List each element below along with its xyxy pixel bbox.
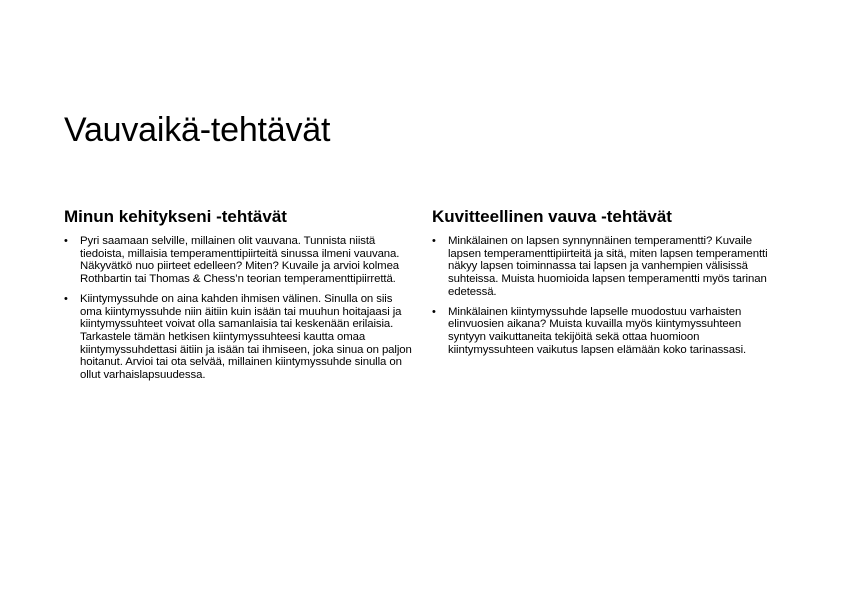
bullet-text: Kiintymyssuhde on aina kahden ihmisen välinen. Sinulla on siis oma kiintymyssuhde niin äitiin kuin isään tai muuhun hoitajaasi ja kiintymyssuhteet voivat olla samanlaisia tai keskenään erilaisia. Tarkastele tämän hetkisen kiintymyssuhteesi kautta omaa kiintymyssuhdettasi äitiin ja isään tai ihmiseen, joka sinua on paljon hoitanut. Arvioi tai ota selvää, millainen kiintymyssuhde sinulla on ollut varhaislapsuudessa.: [80, 292, 412, 382]
bullet-text: Pyri saamaan selville, millainen olit vauvana. Tunnista niistä tiedoista, millaisia temperamenttipiirteitä sinussa ilmeni vauvana. Näkyvätkö nuo piirteet edelleen? Miten? Kuvaile ja arvioi kolmea Rothbartin tai Thomas & Chess’n teorian temperamenttipiirrettä.: [80, 235, 400, 286]
bullet-icon: •: [432, 235, 436, 247]
list-item: [432, 306, 782, 357]
bullet-icon: •: [64, 235, 68, 247]
list-item: [64, 293, 414, 382]
list-item: [64, 235, 414, 286]
bullet-icon: •: [64, 292, 68, 305]
bullet-text: Minkälainen kiintymyssuhde lapselle muodostuu varhaisten elinvuosien aikana? Muista kuvailla myös kiintymyssuhteen syntyyn vaikuttaneita tekijöitä sekä ottaa huomioon kiintymyssuhteen vaikutus lapsen elämään koko tarinassasi.: [448, 305, 747, 356]
bullet-icon: •: [432, 305, 436, 318]
list-item: [432, 235, 782, 299]
left-column-heading: Minun kehitykseni -tehtävät: [64, 207, 287, 226]
page-title: Vauvaikä-tehtävät: [64, 111, 331, 149]
left-column: [64, 207, 414, 389]
right-column: [432, 207, 782, 363]
right-bullet-list: [432, 235, 782, 356]
bullet-text: Minkälainen on lapsen synnynnäinen temperamentti? Kuvaile lapsen temperamenttipiirteitä ja sitä, miten lapsen temperamentti näkyy lapsen toiminnassa tai lapsen ja vanhempien välisissä suhteissa. Muista huomioida lapsen temperamentti myös tarinan edetessä.: [448, 235, 768, 298]
left-bullet-list: [64, 235, 414, 382]
right-column-heading: Kuvitteellinen vauva -tehtävät: [432, 207, 672, 226]
